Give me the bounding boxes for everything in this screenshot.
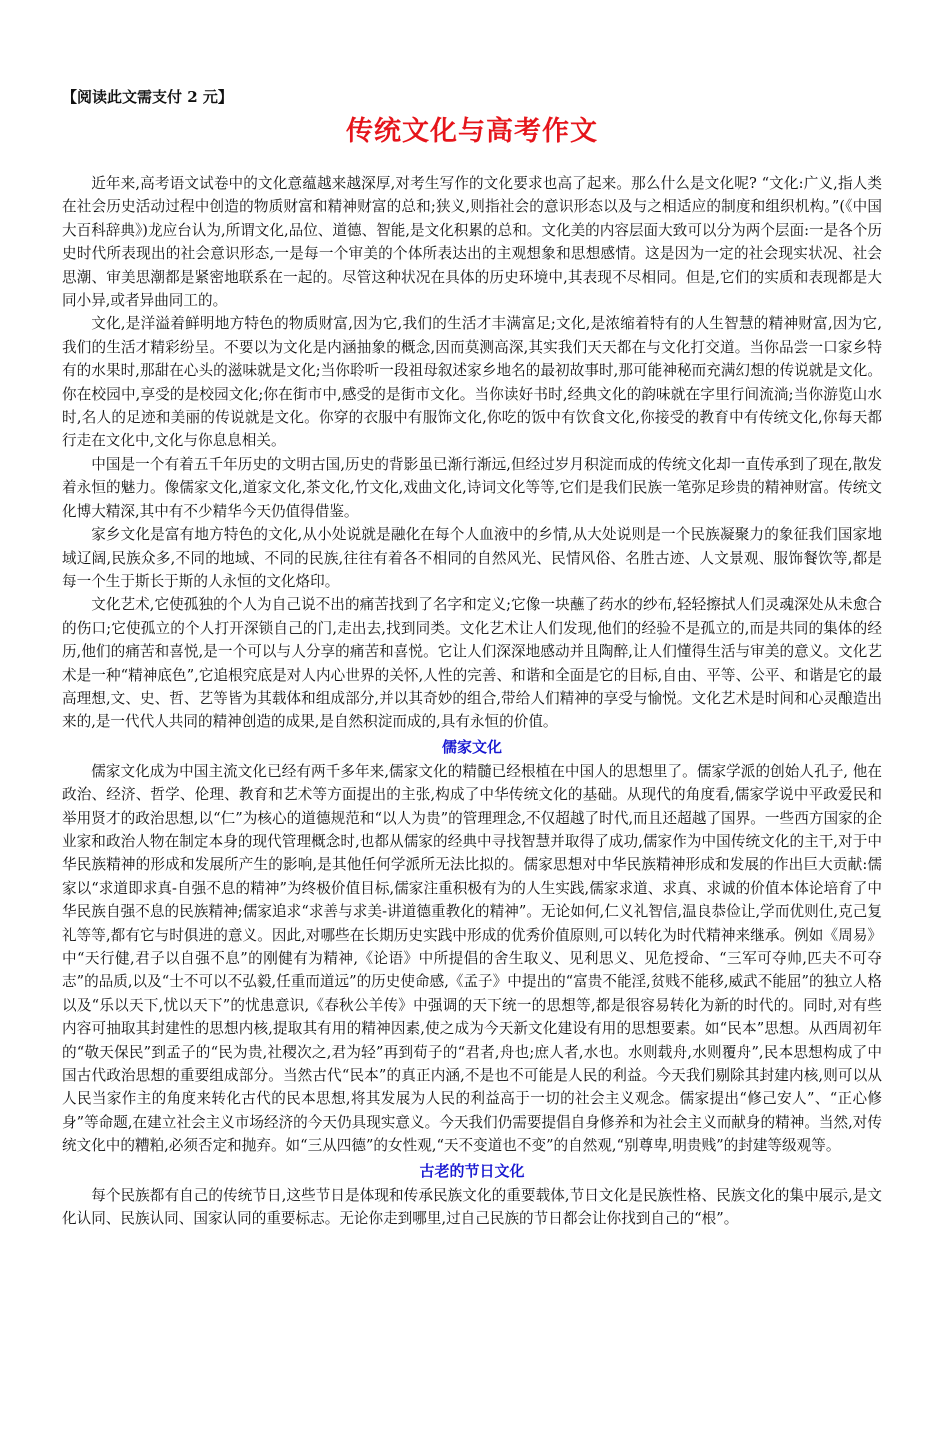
intro-paragraph: 中国是一个有着五千年历史的文明古国,历史的背影虽已渐行渐远,但经过岁月积淀而成的传统文化却一直传承到了现在,散发着永恒的魅力。像儒家文化,道家文化,茶文化,竹文化,戏曲文化,诗词文化等等,它们是我们民族一笔弥足珍贵的精神财富。传统文化博大精深,其中有不少精华今天仍值得借鉴。 bbox=[62, 455, 882, 520]
intro-paragraph: 文化,是洋溢着鲜明地方特色的物质财富,因为它,我们的生活才丰满富足;文化,是浓缩着特有的人生智慧的精神财富,因为它,我们的生活才精彩纷呈。不要以为文化是内涵抽象的概念,因而莫测高深,其实我们天天都在与文化打交道。当你品尝一口家乡特有的水果时,那甜在心头的滋味就是文化;当你聆听一段祖母叙述家乡地名的最初故事时,那可能神秘而充满幻想的传说就是文化。你在校园中,享受的是校园文化;你在街市中,感受的是街市文化。当你读好书时,经典文化的韵味就在字里行间流淌;当你游览山水时,名人的足迹和美丽的传说就是文化。你穿的衣服中有服饰文化,你吃的饭中有饮食文化,你接受的教育中有传统文化,你每天都行走在文化中,文化与你息息相关。 bbox=[62, 315, 882, 450]
intro-paragraph: 文化艺术,它使孤独的个人为自己说不出的痛苦找到了名字和定义;它像一块蘸了药水的纱布,轻轻擦拭人们灵魂深处从未愈合的伤口;它使孤立的个人打开深锁自己的门,走出去,找到同类。文化艺术让人们发现,他们的经验不是孤立的,而是共同的集体的经历,他们的痛苦和喜悦,是一个可以与人分享的痛苦和喜悦。它让人们深深地感动并且陶醉,让人们懂得生活与审美的意义。文化艺术是一种“精神底色”,它追根究底是对人内心世界的关怀,人性的完善、和谐和全面是它的目标,自由、平等、公平、和谐是它的最高理想,文、史、哲、艺等皆为其载体和组成部分,并以其奇妙的组合,带给人们精神的享受与愉悦。文化艺术是时间和心灵酿造出来的,是一代代人共同的精神创造的成果,是自然积淀而成的,具有永恒的价值。 bbox=[62, 596, 882, 731]
page-title: 传统文化与高考作文 bbox=[346, 116, 598, 147]
section-paragraph-festival: 每个民族都有自己的传统节日,这些节日是体现和传承民族文化的重要载体,节日文化是民族性格、民族文化的集中展示,是文化认同、民族认同、国家认同的重要标志。无论你走到哪里,过自己民族的节日都会让你找到自己的“根”。 bbox=[62, 1186, 882, 1228]
intro-paragraph: 近年来,高考语文试卷中的文化意蕴越来越深厚,对考生写作的文化要求也高了起来。那么什么是文化呢? “文化:广义,指人类在社会历史活动过程中创造的物质财富和精神财富的总和;狭义,则指社会的意识形态以及与之相适应的制度和组织机构。”(《中国大百科辞典》)龙应台认为,所谓文化,品位、道德、智能,是文化积累的总和。文化美的内容层面大致可以分为两个层面:一是各个历史时代所表现出的社会意识形态,一是每一个审美的个体所表达出的主观想象和思想感情。这是因为一定的社会现实状况、社会思潮、审美思潮都是紧密地联系在一起的。尽管这种状况在具体的历史环境中,其表现不尽相同。但是,它们的实质和表现都是大同小异,或者异曲同工的。 bbox=[62, 175, 882, 310]
section-heading-confucian: 儒家文化 bbox=[441, 737, 502, 756]
payment-notice: 【阅读此文需支付 2 元】 bbox=[62, 88, 233, 106]
section-paragraph-confucian: 儒家文化成为中国主流文化已经有两千多年来,儒家文化的精髓已经根植在中国人的思想里了。儒家学派的创始人孔子, 他在政治、经济、哲学、伦理、教育和艺术等方面提出的主张,构成了中华传统文化的基础。从现代的角度看,儒家学说中平政爱民和举用贤才的政治思想,以“仁”为核心的道德规范和“以人为贵”的管理理念,不仅超越了时代,而且还超越了国界。一些西方国家的企业家和政治人物在制定本身的现代管理概念时,也都从儒家的经典中寻找智慧并取得了成功,儒家作为中国传统文化的主干,对于中华民族精神的形成和发展所产生的影响,是其他任何学派所无法比拟的。儒家思想对中华民族精神形成和发展的作出巨大贡献:儒家以“求道即求真-自强不息的精神”为终极价值目标,儒家注重积极有为的人生实践,儒家求道、求真、求诚的价值本体论培育了中华民族自强不息的民族精神;儒家追求“求善与求美-讲道德重教化的精神”。无论如何,仁义礼智信,温良恭俭让,学而优则仕,克己复礼等等,都有它与时俱进的意义。因此,对哪些在长期历史实践中形成的优秀价值原则,可以转化为时代精神来继承。例如《周易》中“天行健,君子以自强不息”的刚健有为精神,《论语》中所提倡的舍生取义、见利思义、见危授命、“三军可夺帅,匹夫不可夺志”的品质,以及“士不可以不弘毅,任重而道远”的历史使命感,《孟子》中提出的“富贵不能淫,贫贱不能移,威武不能屈”的独立人格以及“乐以天下,忧以天下”的忧患意识,《春秋公羊传》中强调的天下统一的思想等,都是很容易转化为新的时代的。同时,对有些内容可抽取其封建性的思想内核,提取其有用的精神因素,使之成为今天新文化建设有用的思想要素。如“民本”思想。从西周初年的“敬天保民”到孟子的“民为贵,社稷次之,君为轻”再到荀子的“君者,舟也;庶人者,水也。水则载舟,水则覆舟”,民本思想构成了中国古代政治思想的重要组成部分。当然古代“民本”的真正内涵,不是也不可能是人民的利益。今天我们剔除其封建内核,则可以从人民当家作主的角度来转化古代的民本思想,将其发展为人民的利益高于一切的社会主义观念。儒家提出“修己安人”、“正心修身”等命题,在建立社会主义市场经济的今天仍具现实意义。今天我们仍需要提倡自身修养和为社会主义而献身的精神。当然,对传统文化中的糟粕,必须否定和抛弃。如“三从四德”的女性观,“天不变道也不变”的自然观,“别尊卑,明贵贱”的封建等级观等。 bbox=[62, 762, 882, 1155]
document-page bbox=[62, 86, 882, 1230]
section-heading-festival: 古老的节日文化 bbox=[419, 1161, 525, 1180]
intro-paragraph: 家乡文化是富有地方特色的文化,从小处说就是融化在每个人血液中的乡情,从大处说则是一个民族凝聚力的象征我们国家地域辽阔,民族众多,不同的地域、不同的民族,往往有着各不相同的自然风光、民情风俗、名胜古迹、人文景观、服饰餐饮等,都是每一个生于斯长于斯的人永恒的文化烙印。 bbox=[62, 526, 882, 590]
